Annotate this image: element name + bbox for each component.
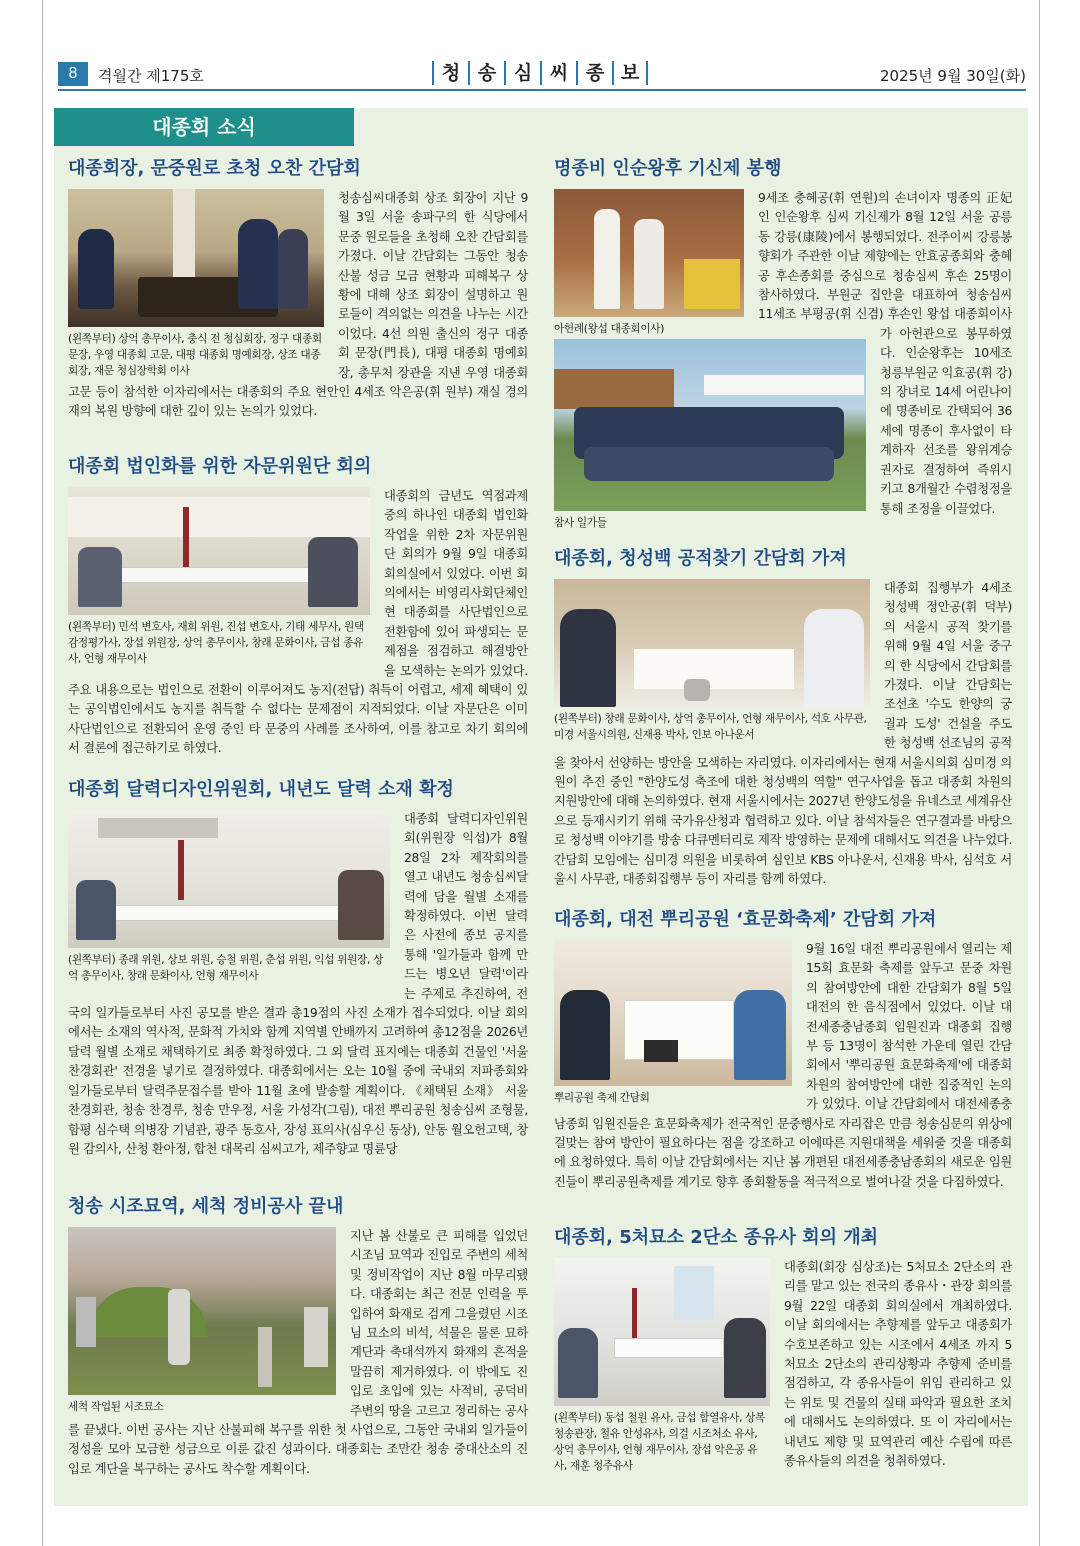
- article-body: 9세조 충혜공(휘 연원)의 손녀이자 명종의 正妃인 인순왕후 심씨 기신제가 8월 12일 서울 공릉동 강릉(康陵)에서 봉행되었다. 전주이씨 강릉봉향회가 주관한 이날 제향에는 안효공종회와 충혜공 후손종회를 중심으로 청송심씨 후손 25명이 참사하였다. 부원군 집안을 대표하여 청송심씨 11세조 부평공(휘 신겸) 후손인 왕섭 대종회이사가 아헌관으로 봉무하였다. 인순왕후는 10세조 청릉부원군 익효공(휘 강)의 장녀로 14세 어린나이에 명종비로 간택되어 36세에 명종이 후사없이 타계하자 선조를 왕위계승권자로 결정하여 즉위시키고 8개월간 수렴청정을 통해 조정을 이끌었다.: [758, 191, 1013, 516]
- article-figure: [68, 810, 390, 984]
- article-title: 대종회 달력디자인위원회, 내년도 달력 소재 확정: [68, 779, 454, 800]
- tomb-photo: [68, 1227, 336, 1395]
- article-body: 대종회(회장 심상조)는 5처묘소 2단소의 관리를 맡고 있는 전국의 종유사・관장 회의를 9월 22일 대종회 회의실에서 개최하였다. 이날 회의에서는 추향제를 앞두고 대종회가 수호보존하고 있는 시조에서 4세조 까지 5처묘소 2단소의 관리상황과 추향제 준비를 점검하고, 각 종유사들이 위임 관리하고 있는 위토 및 건물의 실태 파악과 필요한 조치에 대해서도 논의하였다. 또 이 자리에서는 내년도 제향 및 묘역관리 예산 수립에 따른 종유사들의 의견을 청취하였다.: [784, 1260, 1012, 1469]
- article-luncheon: [68, 158, 528, 422]
- article-figure: [554, 189, 744, 337]
- header-rule: [58, 89, 1026, 91]
- article-body: 대종회 달력디자인위원회(위원장 익섭)가 8월 28일 2차 제작회의를 열고 내년도 청송심씨달력에 담을 월별 소재를 확정하였다. 이번 달력은 사전에 종보 공지를 통해 '일가들과 함께 만드는 병오년 달력'이라는 주제로 추진하여, 전국의 일가들로부터 사진 공모를 받은 결과 총19점의 사진 소재가 접수되었다. 이날 회의에서는 소재의 역사적, 문화적 가치와 함께 지역별 안배까지 고려하여 총12점을 2026년 달력 월별 소재로 채택하기로 최종 확정하였다. 그 외 달력 표지에는 대종회 건물인 '서울 찬경회관' 전경을 넣기로 결정하였다. 대종회에서는 오는 10월 중에 국내외 지파종회와 일가들로부터 달력주문접수를 받아 11월 초에 발송할 계획이다. 《채택된 소재》 서울 찬경회관, 청송 찬경루, 청송 만우정, 서울 가성각(그림), 대전 뿌리공원 청송심씨 조형물, 함평 심수택 의병장 기념관, 광주 동호사, 장성 표의사(심우신 동상), 안동 월오헌고택, 창원 감의사, 산청 환아정, 합천 대목리 심씨고가, 제주향교 명륜당: [68, 812, 528, 1156]
- section-title: 대종회 소식: [54, 108, 354, 146]
- article-body: 대종회의 금년도 역점과제 중의 하나인 대종회 법인화 작업을 위한 2차 자문위원단 회의가 9월 9일 대종회 회의실에서 있었다. 이번 회의에서는 비영리사회단체인 현 대종회를 사단법인으로 전환함에 있어 파생되는 문제점을 점검하고 해결방안을 모색하는 논의가 있었다. 주요 내용으로는 법인으로 전환이 이루어져도 농지(전답) 취득이 어렵고, 세제 혜택이 있는 공익법인에서도 농지를 취득할 수 없다는 문제점이 지적되었다. 이날 자문단은 이미 사단법인으로 전환되어 운영 중인 타 문중의 사례를 조사하여, 이를 참고로 차기 회의에서 결론에 접근하기로 하였다.: [68, 489, 528, 756]
- masthead-char: 청: [432, 61, 468, 85]
- article-cheongseong: [554, 548, 1012, 890]
- article-figure: [554, 1258, 770, 1474]
- article-calendar: [68, 779, 528, 1159]
- article-title: 대종회 법인화를 위한 자문위원단 회의: [68, 456, 372, 477]
- photo-caption: (왼쪽부터) 창래 문화이사, 상억 총무이사, 언형 재무이사, 석호 사무관, 미경 서울시의원, 신재용 박사, 인보 아나운서: [554, 713, 867, 741]
- caretakers-meeting-photo: [554, 1258, 770, 1406]
- issue-number: 격월간 제175호: [98, 67, 204, 85]
- masthead-char: 심: [504, 61, 540, 85]
- article-figure-2: [554, 339, 866, 531]
- article-tomb-cleanup: [68, 1196, 528, 1479]
- ritual-photo: [554, 189, 744, 317]
- photo-caption: (왼쪽부터) 동섭 철원 유사, 금섭 함열유사, 상복 청송관장, 철유 안성유사, 의걸 시조처소 유사, 상억 총무이사, 언형 재무이사, 장섭 악은공 유사, 재훈 청주유사: [554, 1412, 766, 1472]
- article-body: 대종회 집행부가 4세조 청성백 정안공(휘 덕부)의 서울시 공적 찾기를 위해 9월 4일 서울 중구의 한 식당에서 간담회를 가졌다. 이날 간담회는 조선초 '수도 한양의 궁궐과 도성' 건설을 주도한 청성백 선조님의 공적을 찾아서 선양하는 방안을 모색하는 자리였다. 이자리에서는 현재 서울시의회 심미경 의원이 추진 중인 "한양도성 축조에 대한 청성백의 역할" 연구사업을 돕고 대종회 차원의 지원방안에 대해 논의하였다. 현재 서울시에서는 2027년 한양도성을 유네스코 세계유산으로 등재시키기 위해 국가유산청과 협력하고 있다. 이날 참석자들은 연구결과를 바탕으로 청성백 이야기를 방송 다큐멘터리로 제작 방영하는 문제에 대해서도 의견을 나누었다. 간담회 모임에는 심미경 의원을 비롯하여 심인보 KBS 아나운서, 신재용 박사, 심석호 서울시 사무관, 대종회집행부 등이 자리를 함께 하였다.: [554, 581, 1012, 887]
- photo-caption: 세척 작업된 시조묘소: [68, 1401, 164, 1413]
- cheongseong-meeting-photo: [554, 579, 870, 707]
- page-edge-right: [1039, 0, 1040, 1546]
- article-title: 대종회, 대전 뿌리공원 ‘효문화축제’ 간담회 가져: [554, 909, 937, 930]
- photo-caption: (왼쪽부터) 종래 위원, 상보 위원, 승철 위원, 춘섭 위원, 익섭 위원장, 상억 총무이사, 창래 문화이사, 언형 재무이사: [68, 954, 384, 982]
- article-title: 청송 시조묘역, 세척 정비공사 끝내: [68, 1196, 344, 1217]
- article-figure: [68, 1227, 336, 1415]
- masthead-char: 보: [612, 61, 648, 85]
- group-photo: [554, 339, 866, 511]
- photo-caption: 아헌례(왕섭 대종회이사): [554, 323, 665, 335]
- masthead: [432, 61, 648, 85]
- photo-caption: (왼쪽부터) 상억 총무이사, 충식 전 청심회장, 정구 대종회 문장, 우영 대종회 고문, 대평 대종회 명예회장, 상조 대종회장, 재문 청심장학회 이사: [68, 333, 322, 377]
- photo-caption: 참사 일가들: [554, 517, 607, 529]
- luncheon-photo: [68, 189, 324, 327]
- article-figure: [68, 189, 324, 379]
- article-incorporation: [68, 456, 528, 759]
- calendar-meeting-photo: [68, 810, 390, 948]
- article-title: 대종회, 5처묘소 2단소 종유사 회의 개최: [554, 1227, 879, 1248]
- masthead-char: 씨: [540, 61, 576, 85]
- article-title: 대종회장, 문중원로 초청 오찬 간담회: [68, 158, 361, 179]
- article-figure: [554, 579, 870, 743]
- article-figure: [554, 940, 792, 1106]
- meeting-photo: [68, 487, 370, 615]
- article-title: 명종비 인순왕후 기신제 봉행: [554, 158, 782, 179]
- masthead-char: 송: [468, 61, 504, 85]
- photo-caption: 뿌리공원 축제 간담회: [554, 1092, 650, 1104]
- festival-meeting-photo: [554, 940, 792, 1086]
- article-root-park: [554, 909, 1012, 1192]
- issue-date: 2025년 9월 30일(화): [879, 67, 1026, 85]
- page-number: 8: [58, 62, 88, 86]
- photo-caption: (왼쪽부터) 민석 변호사, 재희 위원, 진섭 변호사, 기태 세무사, 원택 감정평가사, 장섭 위원장, 상억 총무이사, 창래 문화이사, 금섭 종유사, 언형 재무이사: [68, 621, 364, 665]
- article-body: 청송심씨대종회 상조 회장이 지난 9월 3일 서울 송파구의 한 식당에서 문중 원로들을 초청해 오찬 간담회를 가졌다. 이날 간담회는 그동안 청송산불 성금 모금 현황과 피해복구 상황에 대해 상조 회장이 설명하고 원로들이 격의없는 의견을 나누는 시간이었다. 4선 의원 출신의 정구 대종회 문장(門長), 대평 대종회 명예회장, 총무처 장관을 지낸 우영 대종회 고문 등이 참석한 이자리에서는 대종회의 주요 현안인 4세조 악은공(휘 원부) 재실 경의재의 복원 방향에 대한 깊이 있는 논의가 있었다.: [68, 191, 528, 419]
- page-edge-left: [42, 0, 43, 1546]
- article-title: 대종회, 청성백 공적찾기 간담회 가져: [554, 548, 847, 569]
- masthead-char: 종: [576, 61, 612, 85]
- article-body: 9월 16일 대전 뿌리공원에서 열리는 제15회 효문화 축제를 앞두고 문중 차원의 참여방안에 대한 간담회가 8월 5일 대전의 한 음식점에서 있었다. 이날 대전세종충남종회 임원진과 대종회 집행부 등 13명이 참석한 가운데 열린 간담회에서 '뿌리공원 효문화축제'에 대종회 차원의 참여방안에 대한 집중적인 논의가 있었다. 이날 간담회에서 대전세종충남종회 임원진들은 효문화축제가 전국적인 문중행사로 자리잡은 만큼 청송심문의 위상에 걸맞는 참여 방안이 필요하다는 점을 강조하고 이에따른 지원대책을 세워줄 것을 대종회에 요청하였다. 특히 이날 간담회에서는 지난 봄 개편된 대전세종충남종회의 새로운 임원진들이 뿌리공원축제를 계기로 향후 종회활동을 적극적으로 벌여나갈 것을 다짐하였다.: [554, 942, 1012, 1189]
- article-caretakers: [554, 1227, 1012, 1476]
- article-figure: [68, 487, 370, 667]
- page-header: [58, 62, 1026, 88]
- article-queen-memorial: [554, 158, 1012, 533]
- article-body: 지난 봄 산불로 큰 피해를 입었던 시조님 묘역과 진입로 주변의 세척 및 정비작업이 지난 8월 마무리됐다. 대종회는 최근 전문 인력을 투입하여 화재로 검게 그을렸던 시조님 묘소의 비석, 석물은 물론 묘하 계단과 축대석까지 화재의 흔적을 말끔히 제거하였다. 이 밖에도 진입로 초입에 있는 사적비, 공덕비 주변의 땅을 고르고 정리하는 공사를 끝냈다. 이번 공사는 지난 산불피해 복구를 위한 첫 사업으로, 그동안 국내외 일가들이 정성을 모아 모금한 성금으로 이룬 값진 성과이다. 대종회는 조만간 청송 중대산소의 진입로 계단을 복구하는 공사도 착수할 계획이다.: [68, 1229, 528, 1476]
